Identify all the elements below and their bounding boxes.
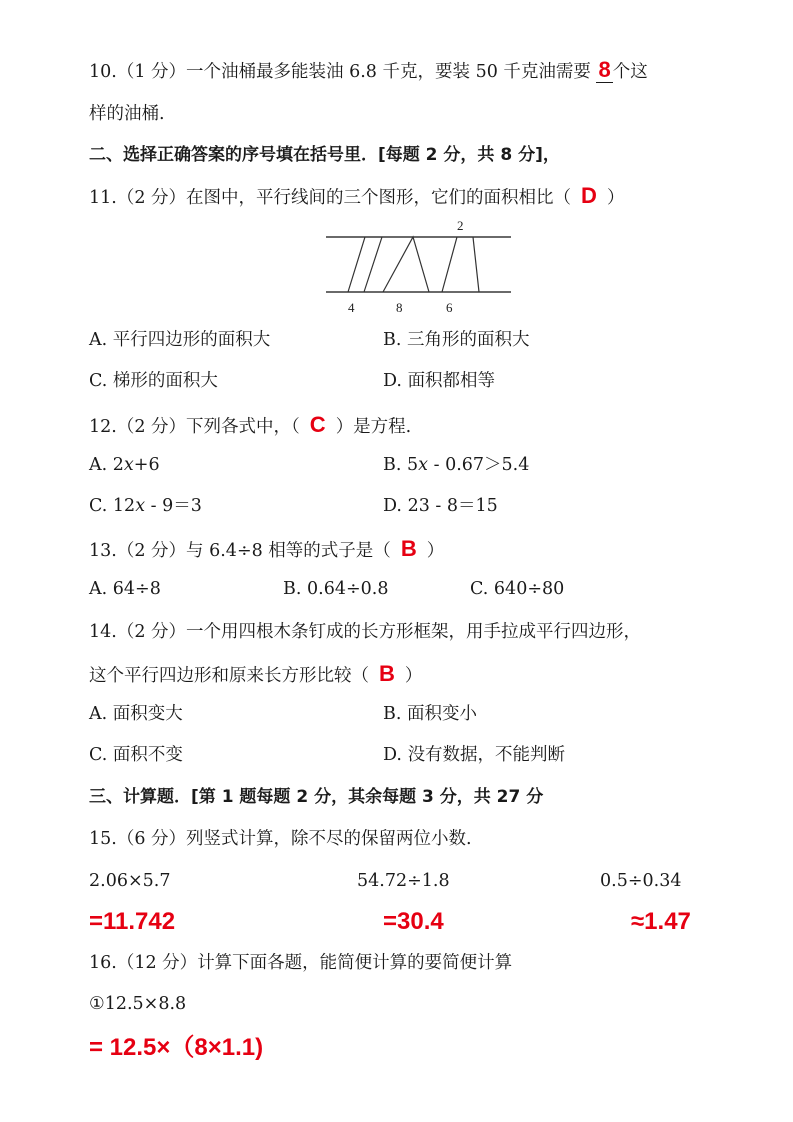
option-text: 平行四边形的面积大 (112, 330, 271, 350)
q10-line2: 样的油桶. (89, 104, 165, 124)
parallelogram-shape (348, 237, 382, 292)
q11-score: （2 分） (116, 188, 187, 208)
q13-text: 与 6.4÷8 相等的式子是（ (186, 541, 391, 561)
q10-number: 10. (89, 62, 117, 82)
q15-expr-2: 54.72÷1.8 (357, 871, 450, 891)
q15-score: （6 分） (116, 829, 187, 849)
option-key: B. (383, 704, 402, 724)
q14-answer: B (379, 661, 395, 686)
q15-expr-1: 2.06×5.7 (89, 871, 171, 891)
q15-answer-3: ≈1.47 (631, 908, 691, 935)
option-expr: - 9＝3 (145, 496, 202, 516)
q14-option-a (89, 702, 183, 726)
option-key: C. (89, 371, 108, 391)
option-key: B. (283, 579, 302, 599)
option-text: 面积不变 (112, 745, 183, 765)
q16-score: （12 分） (116, 953, 198, 973)
option-key: D. (383, 371, 402, 391)
q11-option-b (383, 328, 530, 352)
q10-line1 (89, 57, 648, 84)
q12-option-c (89, 494, 202, 518)
q11-question (89, 184, 624, 210)
option-text: 面积变大 (112, 704, 183, 724)
option-key: A. (89, 704, 108, 724)
q12-option-d (383, 494, 498, 518)
q14-option-d (383, 743, 565, 767)
q15-expr-3: 0.5÷0.34 (600, 871, 682, 891)
q10-score: （1 分） (116, 62, 187, 82)
variable-x: x (418, 455, 429, 475)
option-text: 三角形的面积大 (407, 330, 530, 350)
q12-option-a (89, 453, 160, 477)
q15-text: 列竖式计算，除不尽的保留两位小数. (186, 829, 472, 849)
option-expr: 5 (407, 455, 419, 475)
q10-answer-blank (596, 57, 612, 83)
q13-option-b (283, 577, 388, 601)
option-text: 面积都相等 (407, 371, 496, 391)
q11-number: 11. (89, 188, 117, 208)
option-text: 0.64÷0.8 (307, 579, 389, 599)
q15-number: 15. (89, 829, 117, 849)
q14-question-line1 (89, 620, 641, 644)
q11-option-c (89, 369, 218, 393)
option-text: 640÷80 (493, 579, 565, 599)
q14-option-c (89, 743, 183, 767)
q12-score: （2 分） (116, 417, 187, 437)
q12-option-b (383, 453, 529, 477)
option-key: C. (89, 745, 108, 765)
parallel-lines-diagram (320, 212, 520, 320)
q11-option-a (89, 328, 270, 352)
option-key: A. (89, 579, 108, 599)
q16-text: 计算下面各题，能简便计算的要简便计算 (197, 953, 513, 973)
q11-close: ） (606, 188, 625, 208)
q11-option-d (383, 369, 495, 393)
q16-sub1-expr: ①12.5×8.8 (89, 994, 187, 1014)
option-key: B. (383, 455, 402, 475)
q14-number: 14. (89, 622, 117, 642)
q13-option-c (470, 577, 564, 601)
variable-x: x (135, 496, 146, 516)
q10-answer: 8 (598, 57, 611, 82)
q10-text-after: 个这 (612, 62, 648, 82)
q14-question-line2 (89, 662, 422, 688)
parallelogram-base-label: 4 (348, 300, 355, 315)
q16-number: 16. (89, 953, 117, 973)
q14-score: （2 分） (116, 622, 187, 642)
q13-answer: B (400, 536, 417, 561)
q14-close: ） (404, 666, 423, 686)
q14-text: 一个用四根木条钉成的长方形框架，用手拉成平行四边形， (186, 622, 642, 642)
q14-option-b (383, 702, 477, 726)
q13-close: ） (426, 541, 445, 561)
trapezoid-top-label: 2 (457, 218, 464, 233)
q15-question (89, 827, 472, 851)
option-key: B. (383, 330, 402, 350)
section3-heading: 三、计算题．[第 1 题每题 2 分，其余每题 3 分，共 27 分 (89, 787, 544, 807)
option-expr: 2 (112, 455, 124, 475)
section2-heading: 二、选择正确答案的序号填在括号里．[每题 2 分，共 8 分]， (89, 145, 560, 165)
q12-number: 12. (89, 417, 117, 437)
option-text: 没有数据，不能判断 (407, 745, 566, 765)
option-key: D. (383, 496, 402, 516)
q14-text-line2: 这个平行四边形和原来长方形比较（ (89, 666, 369, 686)
triangle-shape (383, 237, 429, 292)
q13-number: 13. (89, 541, 117, 561)
trapezoid-base-label: 6 (446, 300, 453, 315)
option-expr: +6 (133, 455, 160, 475)
option-expr: - 0.67＞5.4 (428, 455, 530, 475)
option-text: 64÷8 (112, 579, 161, 599)
option-key: A. (89, 330, 108, 350)
triangle-base-label: 8 (396, 300, 403, 315)
q13-score: （2 分） (116, 541, 187, 561)
q16-sub1-answer: = 12.5×（8×1.1) (89, 1034, 264, 1061)
option-key: C. (89, 496, 108, 516)
option-text: 面积变小 (407, 704, 478, 724)
q15-answer-1: =11.742 (89, 908, 176, 935)
q15-answer-2: =30.4 (383, 908, 444, 935)
trapezoid-shape (442, 237, 479, 292)
option-expr: 23 - 8＝15 (407, 496, 498, 516)
option-key: D. (383, 745, 402, 765)
q12-text-after: ）是方程. (335, 417, 412, 437)
q12-answer: C (309, 412, 326, 437)
q13-question (89, 537, 444, 563)
option-key: A. (89, 455, 108, 475)
q16-question (89, 951, 512, 975)
option-key: C. (470, 579, 489, 599)
q10-text: 一个油桶最多能装油 6.8 千克，要装 50 千克油需要 (186, 62, 591, 82)
q13-option-a (89, 577, 161, 601)
option-text: 梯形的面积大 (112, 371, 218, 391)
option-expr: 12 (112, 496, 136, 516)
q11-answer: D (581, 183, 597, 208)
variable-x: x (123, 455, 134, 475)
q11-text: 在图中，平行线间的三个图形，它们的面积相比（ (186, 188, 572, 208)
q12-question (89, 413, 411, 439)
q12-text: 下列各式中，（ (186, 417, 300, 437)
